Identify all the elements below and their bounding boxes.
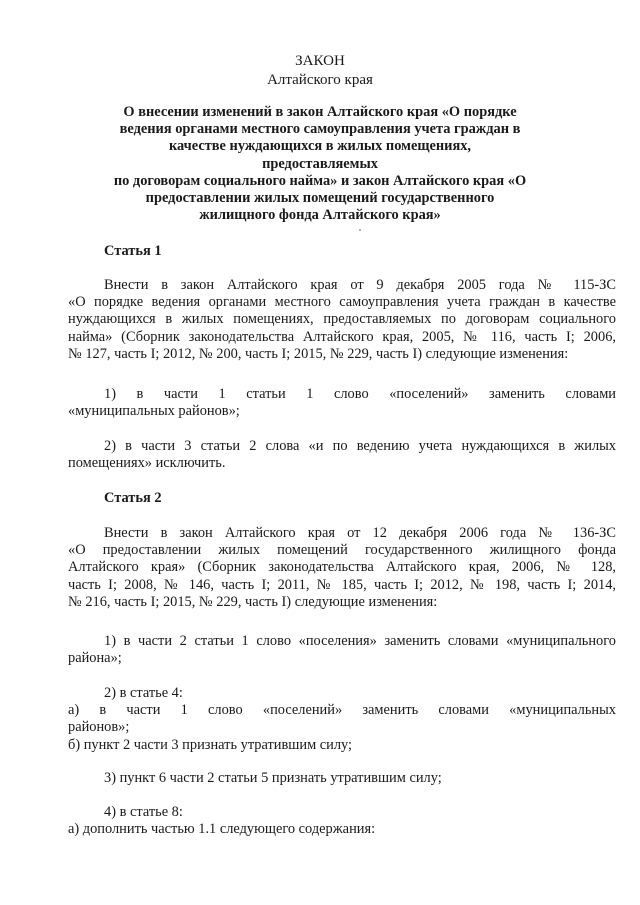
paragraph-line: нуждающихся в жилых помещениях, предоставляемых по договорам социального: [68, 311, 616, 328]
article-2-item-1: [68, 633, 616, 667]
paragraph-line: Внести в закон Алтайского края от 9 декабря 2005 года № 115-ЗС: [104, 277, 616, 293]
paragraph-line: 2) в статье 4:: [104, 685, 183, 701]
law-title-line: О внесении изменений в закон Алтайского края «О порядке: [123, 104, 517, 120]
paragraph-line: 2) в части 3 статьи 2 слова «и по ведению учета нуждающихся в жилых: [104, 438, 616, 454]
law-heading: ЗАКОН: [295, 53, 345, 69]
scan-speck: [359, 229, 361, 231]
law-title-line: по договорам социального найма» и закон Алтайского края «О: [113, 172, 527, 189]
paragraph-line: 1) в части 2 статьи 1 слово «поселения» заменить словами «муниципального: [104, 633, 616, 649]
paragraph-line: № 216, часть I; 2015, № 229, часть I) следующие изменения:: [68, 593, 438, 610]
article-2-item-3: [68, 770, 616, 787]
paragraph-line: помещениях» исключить.: [68, 455, 226, 472]
paragraph-line: «О порядке ведения органами местного самоуправления учета граждан в качестве: [68, 294, 616, 311]
law-title: [110, 104, 530, 224]
article-2-item-2: [68, 685, 616, 754]
paragraph-line: районов»;: [68, 719, 130, 736]
paragraph-line: часть I; 2008, № 146, часть I; 2011, № 185, часть I; 2012, № 198, часть I; 2014,: [68, 576, 616, 593]
law-title-line: качестве нуждающихся в жилых помещениях, предоставляемых: [168, 138, 472, 172]
paragraph-line: «муниципальных районов»;: [68, 403, 240, 420]
paragraph-line: 3) пункт 6 части 2 статьи 5 признать утратившим силу;: [104, 770, 442, 786]
law-region: Алтайского края: [267, 72, 373, 88]
article-1-heading: Статья 1: [104, 243, 162, 259]
article-1-item-2: [68, 438, 616, 472]
article-1-item-1: [68, 386, 616, 420]
article-1-intro: [68, 277, 616, 363]
paragraph-line: Внести в закон Алтайского края от 12 декабря 2006 года № 136-ЗС: [104, 525, 616, 541]
article-2-item-4: [68, 804, 616, 838]
paragraph-line: района»;: [68, 650, 122, 667]
paragraph-line: 1) в части 1 статьи 1 слово «поселений» заменить словами: [104, 386, 616, 402]
law-title-line: ведения органами местного самоуправления учета граждан в: [119, 121, 521, 138]
law-title-line: жилищного фонда Алтайского края»: [199, 207, 441, 224]
law-title-line: предоставлении жилых помещений государственного: [145, 190, 495, 207]
paragraph-line: а) в части 1 слово «поселений» заменить словами «муниципальных: [68, 702, 616, 719]
paragraph-line: 4) в статье 8:: [104, 804, 183, 820]
paragraph-line: найма» (Сборник законодательства Алтайского края, 2005, № 116, часть I; 2006,: [68, 328, 616, 345]
paragraph-line: № 127, часть I; 2012, № 200, часть I; 2015, № 229, часть I) следующие изменения:: [68, 345, 569, 362]
article-2-heading: Статья 2: [104, 490, 162, 506]
paragraph-line: «О предоставлении жилых помещений государственного жилищного фонда: [68, 542, 616, 559]
paragraph-line: б) пункт 2 части 3 признать утратившим силу;: [68, 736, 353, 753]
article-2-intro: [68, 525, 616, 611]
paragraph-line: а) дополнить частью 1.1 следующего содержания:: [68, 821, 376, 838]
paragraph-line: Алтайского края» (Сборник законодательства Алтайского края, 2006, № 128,: [68, 559, 616, 576]
